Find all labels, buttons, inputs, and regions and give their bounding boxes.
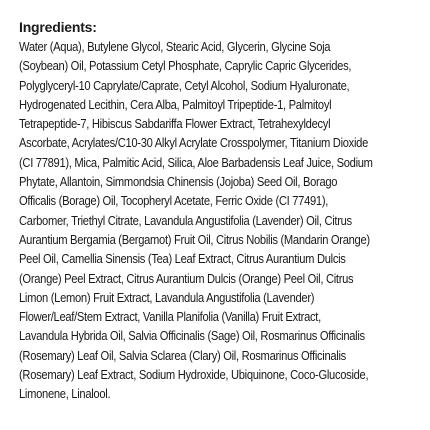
- ingredients-line: Lavandula Hybrida Oil, Salvia Officinalis (Sage) Oil, Rosmarinus Officinalis: [19, 328, 365, 344]
- ingredients-line: Peel Oil, Camellia Sinensis (Tea) Leaf Extract, Citrus Aurantium Dulcis: [19, 251, 346, 267]
- ingredients-line: Phytate, Allantoin, Simmondsia Chinensis (Jojoba) Seed Oil, Borago: [19, 174, 338, 190]
- ingredients-line: Polyglyceryl-10 Caprylate/Caprate, Cetyl Alcohol, Sodium Hyaluronate,: [19, 77, 350, 93]
- ingredients-line: Carbomer, Triethyl Citrate, Lavandula Angustifolia (Lavender) Oil, Citrus: [19, 212, 352, 228]
- ingredients-line: Flower/Leaf/Stem Extract, Vanilla Planifolia (Vanilla) Fruit Extract,: [19, 309, 321, 325]
- ingredients-line: Officalis (Borage) Oil, Tocopheryl Acetate, Ferric Oxide (CI 77491),: [19, 193, 329, 209]
- ingredients-line: Water (Aqua), Butylene Glycol, Stearic Acid, Glycerin, Glycine Soja: [19, 39, 331, 54]
- ingredients-line: Limonene, Linalool.: [19, 386, 111, 402]
- ingredients-label: [19, 18, 419, 404]
- ingredients-line: Limon (Lemon) Fruit Extract, Lavandula Angustifolia (Lavender): [19, 289, 315, 305]
- ingredients-list: [19, 37, 419, 404]
- ingredients-line: (Orange) Peel Extract, Citrus Aurantium Dulcis (Orange) Peel Oil, Citrus: [19, 270, 354, 286]
- ingredients-heading: Ingredients:: [19, 19, 97, 35]
- ingredients-line: Tetrapeptide-7, Hibiscus Sabdariffa Flower Extract, Tetrahexyldecyl: [19, 116, 331, 132]
- ingredients-line: Hydrogenated Lecithin, Cera Alba, Palmitoyl Tripeptide-1, Palmitoyl: [19, 96, 332, 112]
- ingredients-line: (Rosemary) Leaf Extract, Sodium Hydroxide, Ubiquinone, Coco-Glucoside,: [19, 367, 369, 383]
- ingredients-line: (CI 77891), Mica, Palmitic Acid, Silica, Aloe Barbadensis Leaf Juice, Sodium: [19, 154, 373, 170]
- ingredients-line: Aurantium Bergamia (Bergamot) Fruit Oil, Citrus Nobilis (Mandarin Orange): [19, 231, 370, 247]
- ingredients-line: (Soybean) Oil, Potassium Cetyl Phosphate, Caprylic Capric Glycerides,: [19, 58, 352, 74]
- ingredients-line: (Rosemary) Leaf Oil, Salvia Sclarea (Clary) Oil, Rosmarinus Officinalis: [19, 347, 346, 363]
- ingredients-line: Ascorbate, Acrylates/C10-30 Alkyl Acrylate Crosspolymer, Titanium Dioxide: [19, 135, 368, 151]
